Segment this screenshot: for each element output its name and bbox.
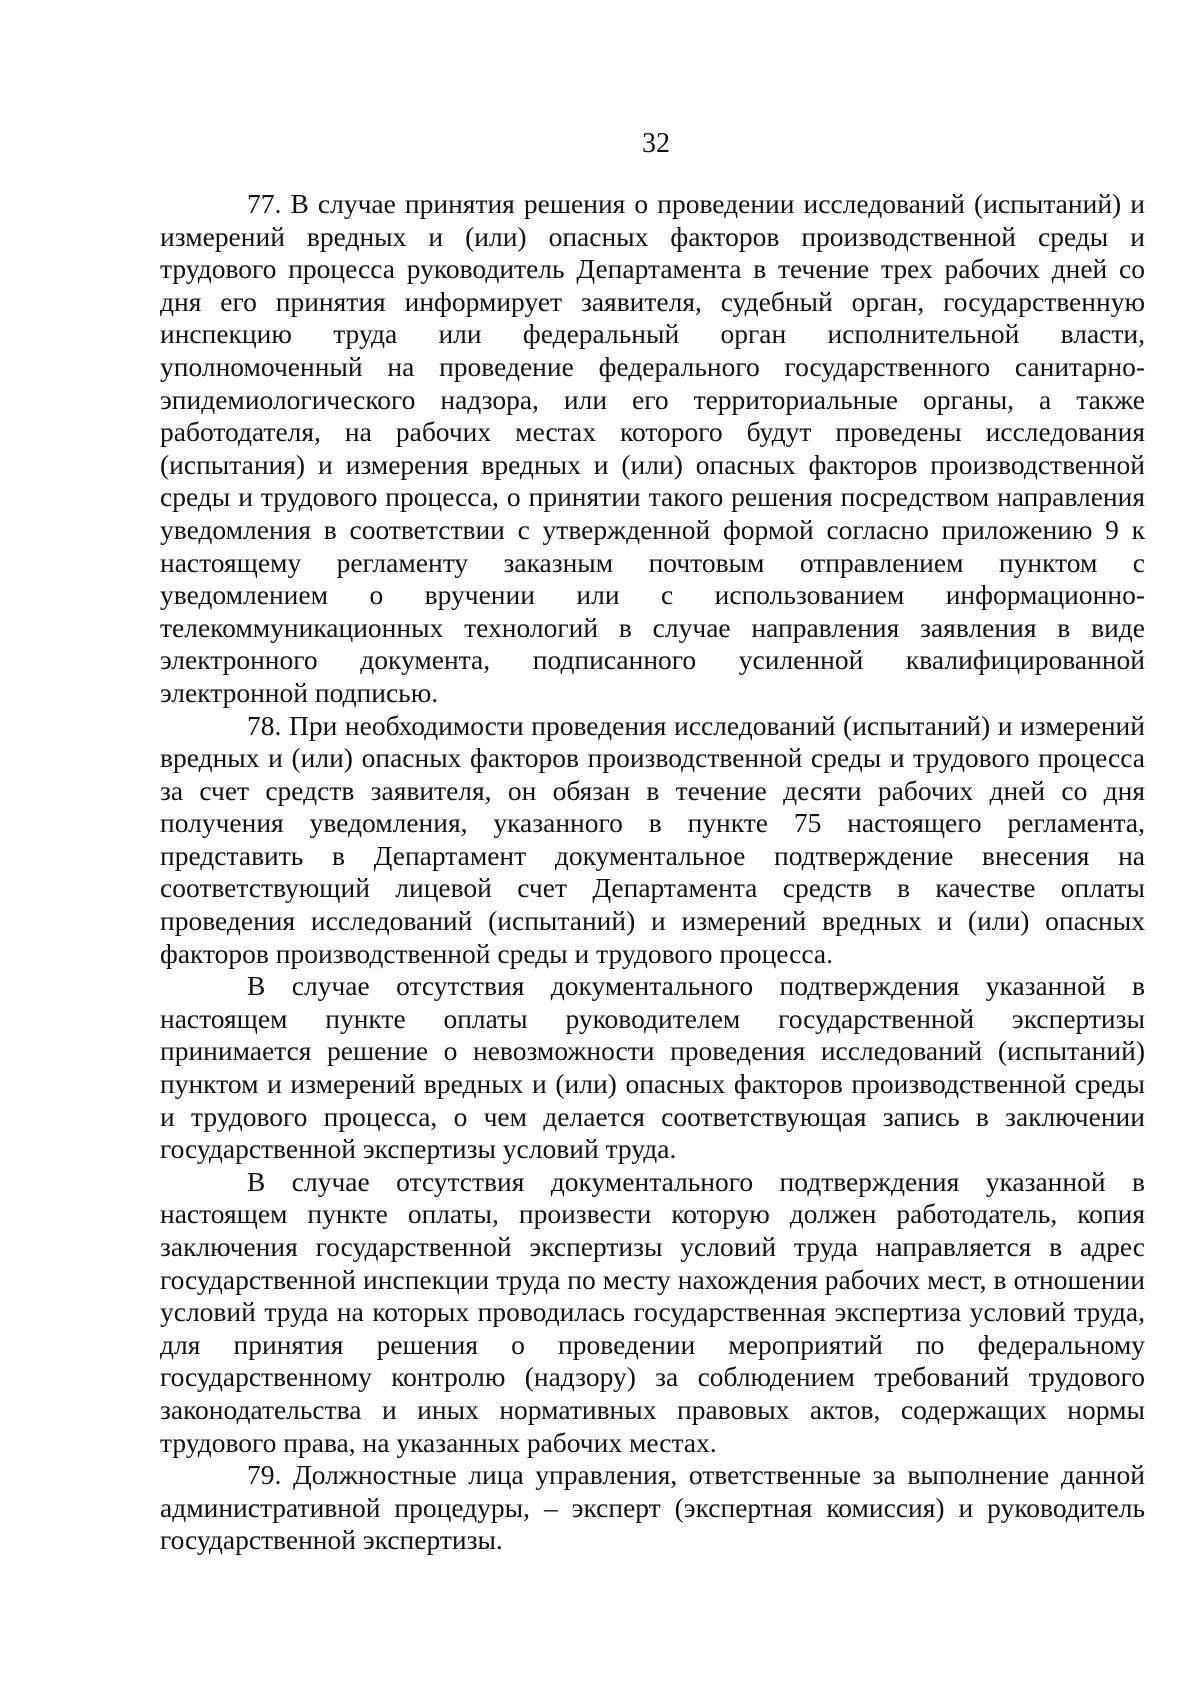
- page-number: 32: [642, 128, 670, 159]
- document-body: [160, 188, 1145, 1557]
- paragraph-78-no-payment: В случае отсутствия документального подтверждения указанной в настоящем пункте оплаты руководителем государственной экспертизы принимается решение о невозможности проведения исследований (испытаний) пунктом и измерений вредных и (или) опасных факторов производственной среды и трудового процесса, о чем делается соответствующая запись в заключении государственной экспертизы условий труда.: [160, 970, 1145, 1165]
- paragraph-79: 79. Должностные лица управления, ответственные за выполнение данной административной процедуры, – эксперт (экспертная комиссия) и руководитель государственной экспертизы.: [160, 1459, 1145, 1556]
- paragraph-78: 78. При необходимости проведения исследований (испытаний) и измерений вредных и (или) опасных факторов производственной среды и трудового процесса за счет средств заявителя, он обязан в течение десяти рабочих дней со дня получения уведомления, указанного в пункте 75 настоящего регламента, представить в Департамент документальное подтверждение внесения на соответствующий лицевой счет Департамента средств в качестве оплаты проведения исследований (испытаний) и измерений вредных и (или) опасных факторов производственной среды и трудового процесса.: [160, 709, 1145, 969]
- paragraph-77: 77. В случае принятия решения о проведении исследований (испытаний) и измерений вредных и (или) опасных факторов производственной среды и трудового процесса руководитель Департамента в течение трех рабочих дней со дня его принятия информирует заявителя, судебный орган, государственную инспекцию труда или федеральный орган исполнительной власти, уполномоченный на проведение федерального государственного санитарно-эпидемиологического надзора, или его территориальные органы, а также работодателя, на рабочих местах которого будут проведены исследования (испытания) и измерения вредных и (или) опасных факторов производственной среды и трудового процесса, о принятии такого решения посредством направления уведомления в соответствии с утвержденной формой согласно приложению 9 к настоящему регламенту заказным почтовым отправлением пунктом с уведомлением о вручении или с использованием информационно-телекоммуникационных технологий в случае направления заявления в виде электронного документа, подписанного усиленной квалифицированной электронной подписью.: [160, 188, 1145, 708]
- paragraph-78-employer-payment: В случае отсутствия документального подтверждения указанной в настоящем пункте оплаты, произвести которую должен работодатель, копия заключения государственной экспертизы условий труда направляется в адрес государственной инспекции труда по месту нахождения рабочих мест, в отношении условий труда на которых проводилась государственная экспертиза условий труда, для принятия решения о проведении мероприятий по федеральному государственному контролю (надзору) за соблюдением требований трудового законодательства и иных нормативных правовых актов, содержащих нормы трудового права, на указанных рабочих местах.: [160, 1165, 1145, 1458]
